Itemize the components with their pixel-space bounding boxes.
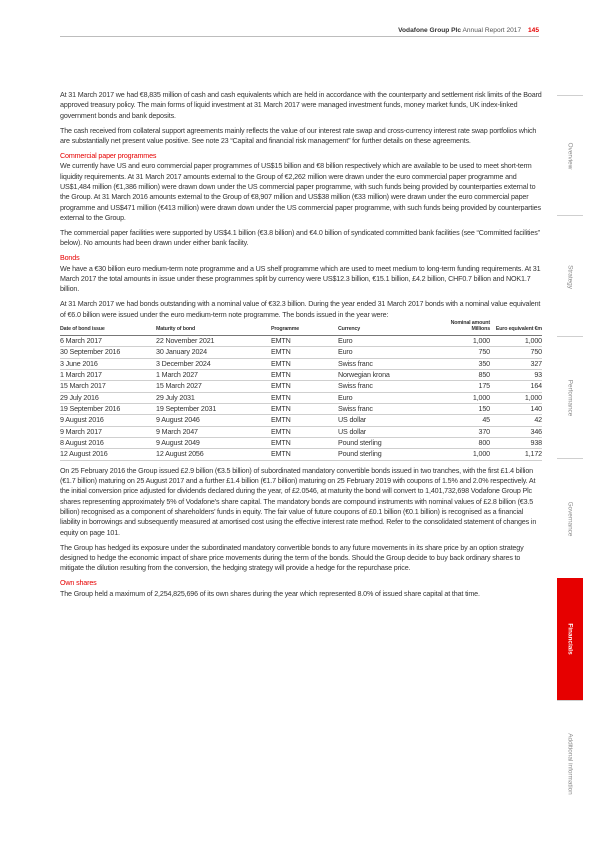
cell-programme: EMTN [271,347,338,358]
col-maturity-header: Maturity of bond [156,320,271,336]
nav-tab-label: Overview [566,142,574,170]
cell-programme: EMTN [271,381,338,392]
table-row [60,369,542,380]
bonds-table [60,320,542,461]
cell-maturity: 30 January 2024 [156,347,271,358]
table-row [60,449,542,460]
cell-maturity: 15 March 2027 [156,381,271,392]
nav-tab-strategy[interactable] [557,215,583,337]
cell-euro: 42 [490,415,542,426]
table-header-row [60,320,542,336]
heading-bonds: Bonds [60,254,80,263]
cell-currency: US dollar [338,426,434,437]
paragraph-mandatory-convertible: On 25 February 2016 the Group issued £2.9 billion (€3.5 billion) of subordinated mandatory convertible bonds issued in two tranches, with the first £1.4 billion (€1.7 billion) maturing on 25 August 2017 and a further £1.4 billion (€1.7 billion) maturing on 25 February 2019 with coupons of 1.5% and 2.0% respectively. At the initial conversion price adjusted for dividends declared during the year, of £2.0546, at maturity the bond will convert to 1,401,732,698 Vodafone Group Plc shares representing approximately 5% of Vodafone’s share capital. The mandatory bonds are compound instruments with nominal values of £2.8 billion (€3.5 billion) recognised as a component of shareholders’ funds in equity. The fair value of future coupons of £0.1 billion (€0.1 billion) is recognised as a financial liability in borrowings and subsequently measured at amortised cost using the effective interest rate method. Refer to the consolidated statement of changes in equity on page 101. [60,466,537,537]
cell-issue-date: 6 March 2017 [60,335,156,346]
cell-issue-date: 19 September 2016 [60,403,156,414]
cell-maturity: 9 March 2047 [156,426,271,437]
cell-programme: EMTN [271,369,338,380]
table-row [60,347,542,358]
nav-tab-label: Governance [566,501,574,537]
heading-own-shares: Own shares [60,579,97,588]
cell-programme: EMTN [271,415,338,426]
paragraph-cash: At 31 March 2017 we had €8,835 million of cash and cash equivalents which are held in accordance with the counterparty and settlement risk limits of the Board approved treasury policy. The main forms of liquid investment at 31 March 2017 were managed investment funds, money market funds, UK index-linked government bonds and bank deposits. [60,91,542,120]
cell-nominal: 175 [434,381,490,392]
cell-programme: EMTN [271,335,338,346]
cell-issue-date: 9 August 2016 [60,415,156,426]
cell-nominal: 750 [434,347,490,358]
cell-nominal: 45 [434,415,490,426]
cell-issue-date: 12 August 2016 [60,449,156,460]
col-nominal-header: Nominal amount Millions [434,320,490,336]
nav-tab-overview[interactable] [557,95,583,216]
table-row [60,415,542,426]
cell-nominal: 150 [434,403,490,414]
cell-programme: EMTN [271,403,338,414]
table-row [60,335,542,346]
page-header [398,27,539,34]
table-row [60,426,542,437]
cell-currency: Norwegian krona [338,369,434,380]
cell-currency: US dollar [338,415,434,426]
cell-euro: 93 [490,369,542,380]
cell-programme: EMTN [271,358,338,369]
cell-issue-date: 1 March 2017 [60,369,156,380]
cell-maturity: 3 December 2024 [156,358,271,369]
cell-currency: Swiss franc [338,381,434,392]
company-name: Vodafone Group Plc [398,27,462,34]
main-content [60,90,542,604]
cell-nominal: 350 [434,358,490,369]
paragraph-commercial-paper: We currently have US and euro commercial paper programmes of US$15 billion and €8 billion respectively which are available to be used to meet short-term liquidity requirements. At 31 March 2017 amounts external to the Group of €2,262 million were drawn under the euro commercial paper programme and US$1,484 million (€1,386 million) were drawn down under the US commercial paper programme, with such funds being provided by counterparties external to the Group. At 31 March 2016 amounts external to the Group of €8,907 million and US$38 million (€33 million) were drawn under the euro commercial paper programme and US$471 million (€413 million) were drawn down under the US commercial paper programme, with such funds being provided by counterparties external to the Group. [60,162,541,222]
cell-maturity: 22 November 2021 [156,335,271,346]
cell-nominal: 800 [434,437,490,448]
page-number: 145 [527,27,539,34]
table-row [60,403,542,414]
cell-euro: 1,000 [490,335,542,346]
cell-programme: EMTN [271,449,338,460]
cell-currency: Pound sterling [338,449,434,460]
cell-issue-date: 9 March 2017 [60,426,156,437]
col-currency-header: Currency [338,320,434,336]
paragraph-hedging: The Group has hedged its exposure under the subordinated mandatory convertible bonds to any future movements in its share price by an option strategy designed to hedge the economic impact of share price movements during the term of the bonds. Should the Group decide to buy back ordinary shares to mitigate the dilution resulting from the conversion, the hedging strategy will provide a hedge for the repurchase price. [60,543,524,573]
table-row [60,437,542,448]
cell-maturity: 29 July 2031 [156,392,271,403]
cell-issue-date: 15 March 2017 [60,381,156,392]
cell-euro: 1,000 [490,392,542,403]
paragraph-own-shares: The Group held a maximum of 2,254,825,696 of its own shares during the year which represented 8.0% of issued share capital at that time. [60,589,480,598]
paragraph-collateral: The cash received from collateral support agreements mainly reflects the value of our interest rate swap and cross-currency interest rate swap portfolios which are substantially net present value positive. See note 23 “Capital and financial risk management” for further details on these agreements. [60,126,537,145]
cell-nominal: 370 [434,426,490,437]
col-euro-header: Euro equivalent €m [490,320,542,336]
section-side-nav [557,95,583,825]
cell-currency: Euro [338,335,434,346]
col-programme-header: Programme [271,320,338,336]
paragraph-bonds-outstanding: At 31 March 2017 we had bonds outstanding with a nominal value of €32.3 billion. During the year ended 31 March 2017 bonds with a nominal value equivalent of €6.0 billion were issued under the euro medium-term note programme. The bonds issued in the year were: [60,300,541,319]
cell-euro: 938 [490,437,542,448]
nav-tab-governance[interactable] [557,458,583,579]
nav-tab-label: Additional information [566,732,574,795]
cell-currency: Euro [338,347,434,358]
cell-nominal: 1,000 [434,449,490,460]
nav-tab-label: Financials [566,623,574,655]
cell-maturity: 1 March 2027 [156,369,271,380]
cell-euro: 327 [490,358,542,369]
header-divider [60,36,539,37]
cell-maturity: 9 August 2046 [156,415,271,426]
cell-euro: 164 [490,381,542,392]
nav-tab-performance[interactable] [557,336,583,459]
cell-maturity: 19 September 2031 [156,403,271,414]
nav-tab-label: Strategy [566,264,574,289]
cell-currency: Pound sterling [338,437,434,448]
nav-tab-additional-information[interactable] [557,700,583,826]
cell-issue-date: 8 August 2016 [60,437,156,448]
nav-tab-label: Performance [566,379,574,417]
cell-nominal: 1,000 [434,392,490,403]
cell-nominal: 1,000 [434,335,490,346]
cell-currency: Swiss franc [338,403,434,414]
cell-euro: 1,172 [490,449,542,460]
nav-tab-financials[interactable] [557,578,583,700]
col-date-header: Date of bond issue [60,320,156,336]
table-row [60,358,542,369]
cell-programme: EMTN [271,392,338,403]
table-row [60,381,542,392]
cell-programme: EMTN [271,426,338,437]
table-row [60,392,542,403]
cell-euro: 750 [490,347,542,358]
cell-euro: 346 [490,426,542,437]
paragraph-cp-facilities: The commercial paper facilities were supported by US$4.1 billion (€3.8 billion) and €4.0 billion of syndicated committed bank facilities (see “Committed facilities” below). No amounts had been drawn under either bank facility. [60,228,540,248]
cell-issue-date: 30 September 2016 [60,347,156,358]
cell-currency: Swiss franc [338,358,434,369]
cell-euro: 140 [490,403,542,414]
heading-commercial-paper: Commercial paper programmes [60,151,157,160]
cell-maturity: 9 August 2049 [156,437,271,448]
cell-programme: EMTN [271,437,338,448]
cell-issue-date: 29 July 2016 [60,392,156,403]
cell-currency: Euro [338,392,434,403]
report-name: Annual Report 2017 [462,27,522,34]
cell-nominal: 850 [434,369,490,380]
paragraph-bonds-programme: We have a €30 billion euro medium-term note programme and a US shelf programme which are used to meet medium to long-term funding requirements. At 31 March 2017 the total amounts in issue under these programmes split by currency were US$12.3 billion, €15.1 billion, £4.2 billion, CHF0.7 billion and NOK1.7 billion. [60,264,541,294]
cell-maturity: 12 August 2056 [156,449,271,460]
cell-issue-date: 3 June 2016 [60,358,156,369]
